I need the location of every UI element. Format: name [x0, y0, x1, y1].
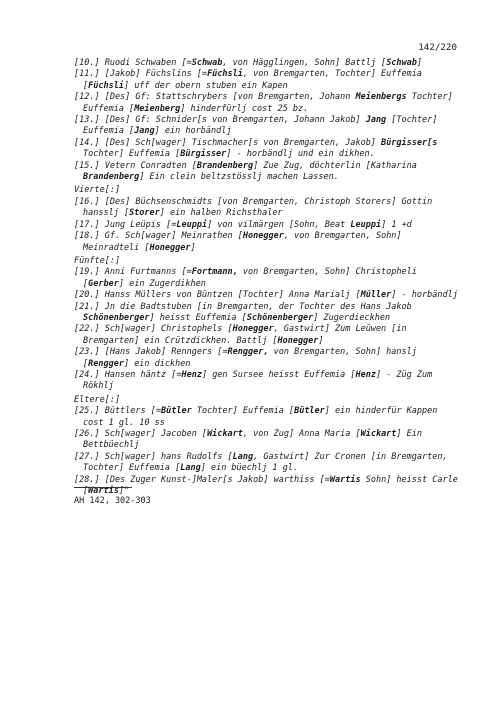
- footnote: AH 142, 302-303: [74, 496, 151, 506]
- entry: [74, 115, 459, 138]
- entry-text: ] hinderfürlj cost 25 bz.: [180, 103, 309, 114]
- document-body: [74, 58, 459, 497]
- entry-text: ] ein hinderfür Kappen cost 1 gl. 10 ss: [83, 406, 438, 428]
- entry-text: ] ein halben Richsthaler: [159, 208, 283, 219]
- entry-text: Tochter] Euffemia [: [191, 406, 295, 417]
- entry: [74, 58, 459, 69]
- surname: Schönenberger: [246, 312, 314, 323]
- surname: Honegger: [149, 242, 191, 253]
- entry: [74, 267, 459, 290]
- surname: Schönenberger: [83, 312, 150, 323]
- entry-text: [21.] Jn die Badtstuben [in Bremgarten, der Tochter des Hans Jakob: [74, 301, 412, 312]
- entry-text: [17.] Jung Leüpis [=: [74, 219, 177, 230]
- entry: [74, 347, 459, 370]
- entry-text: ] uff der obern stuben ein Kapen: [123, 80, 288, 91]
- surname: Meienberg: [134, 103, 181, 114]
- entry-text: [18.] Gf. Sch[wager] Meinrathen [: [74, 231, 243, 242]
- page-number: 142/220: [418, 42, 457, 53]
- entry: [74, 406, 459, 429]
- surname: Storer: [129, 208, 160, 219]
- entry-text: ]": [118, 486, 130, 497]
- surname: Bürgisser: [180, 149, 227, 160]
- surname: Leuppi: [176, 219, 208, 230]
- surname: Wartis: [329, 474, 361, 485]
- entry-text: ] Zugerdieckhen: [313, 312, 391, 323]
- entry: [74, 302, 459, 325]
- entry-text: [26.] Sch[wager] Jacoben [: [74, 429, 208, 439]
- surname: Gerber: [88, 278, 119, 289]
- entry: [74, 370, 459, 393]
- surname: Rengger: [88, 358, 124, 369]
- section-heading: Vierte[:]: [74, 185, 121, 196]
- entry-text: ] gen Sursee heisst Euffemia [: [201, 369, 356, 380]
- entry: [74, 197, 459, 220]
- entry-text: ] ein dickhen: [123, 358, 191, 369]
- surname: Brandenberg: [83, 172, 140, 183]
- surname: Fortmann,: [191, 267, 238, 278]
- entry-text: Sohn] heisst Carle [: [83, 474, 458, 497]
- entry: [74, 92, 459, 115]
- entry: [74, 231, 459, 254]
- entry-text: ] heisst Euffemia [: [149, 312, 247, 323]
- entry-text: ] - horbändlj: [391, 290, 458, 301]
- entry: [74, 429, 459, 452]
- entry-text: [20.] Hanss Müllers von Büntzen [Tochter] Anna Marialj [: [74, 290, 361, 301]
- surname: Jang: [134, 126, 155, 137]
- entry: [74, 69, 459, 92]
- entry-text: ]: [416, 58, 423, 68]
- surname: Leuppi: [350, 219, 382, 230]
- surname: Wickart: [207, 429, 243, 439]
- surname: Wickart: [360, 429, 397, 439]
- surname: Honegger: [277, 335, 319, 346]
- surname: Müller: [360, 290, 392, 301]
- entry-text: von Bremgarten, Sohn] Christopheli [: [83, 267, 417, 289]
- entry-text: ]: [190, 242, 196, 253]
- entry-text: Tochter] Euffemia [: [83, 92, 453, 114]
- entry-text: von Bremgarten, Sohn] hanslj [: [83, 347, 417, 369]
- entry: [74, 452, 459, 475]
- surname: Honegger: [232, 324, 274, 335]
- entry-text: [25.] Büttlers [=: [74, 406, 161, 417]
- surname: Lang: [232, 451, 254, 462]
- entry-text: [28.] [Des Zuger Kunst-]Maler[s Jakob] warthiss [=: [74, 474, 330, 485]
- entry-text: ] - Züg Zum Rökhlj: [83, 369, 433, 392]
- entry: [74, 290, 459, 301]
- entry-text: ] Zue Zug, döchterlin [Katharina: [253, 160, 417, 171]
- surname: Füchsli: [88, 80, 124, 91]
- entry-text: [12.] [Des] Gf: Stattschrybers [von Bremgarten, Johann: [74, 92, 356, 103]
- entry-text: [13.] [Des] Gf: Schnider[s von Bremgarten, Johann Jakob]: [74, 115, 366, 126]
- entry-text: ] ein horbändlj: [154, 126, 232, 137]
- entry-text: ] Ein clein beltzstösslj machen Lassen.: [139, 172, 339, 183]
- surname: Henz: [355, 369, 376, 380]
- entry-text: , Gastwirt] Zum Leüwen [in Bremgarten] ein Crützdickhen. Battlj [: [83, 324, 407, 346]
- footnote-divider: [74, 487, 132, 488]
- entry-text: [15.] Vetern Conradten [: [74, 160, 197, 171]
- surname: Lang: [180, 463, 201, 474]
- entry-text: ]: [318, 335, 324, 346]
- surname: Schwab: [386, 58, 417, 68]
- entry-text: ] ein Zugerdikhen: [118, 278, 206, 289]
- surname: Bütler: [294, 406, 325, 417]
- entry: [74, 138, 459, 161]
- entry-text: , von Zug] Anna Maria [: [242, 429, 361, 439]
- surname: Schwab: [191, 58, 223, 68]
- surname: Meienbergs: [355, 92, 407, 103]
- entry-text: [11.] [Jakob] Füchslins [=: [74, 69, 208, 80]
- surname: Füchsli: [207, 69, 243, 80]
- surname: Brandenberg: [196, 160, 254, 171]
- entry-text: [23.] [Hans Jakob] Renngers [=: [74, 347, 228, 358]
- entry: [74, 161, 459, 184]
- entry-text: [19.] Anni Furtmanns [=: [74, 267, 192, 278]
- surname: Wartis: [88, 486, 119, 497]
- entry-text: Tochter] Euffemia [: [83, 149, 181, 160]
- entry: [74, 324, 459, 347]
- entry-text: ] von vilmärgen [Sohn, Beat: [207, 219, 351, 230]
- section-heading: Eltere[:]: [74, 394, 121, 405]
- surname: Honegger: [242, 231, 284, 242]
- surname: Bütler: [161, 406, 192, 417]
- entry-text: ] Ein Bettbüechlj: [83, 429, 423, 451]
- surname: Jang: [365, 115, 387, 126]
- entry-text: ] - horbändlj und ein dikhen.: [226, 149, 375, 160]
- surname: Bürgisser[s: [381, 137, 438, 148]
- entry-text: [16.] [Des] Büchsenschmidts [von Bremgarten, Christoph Storers] Gottin hansslj [: [74, 196, 433, 219]
- entry-text: , von Bremgarten, Tochter] Euffemia [: [83, 69, 423, 91]
- section-heading: Fünfte[:]: [74, 255, 121, 266]
- entry-text: , von Bremgarten, Sohn] Meinradteli [: [83, 231, 402, 253]
- entry-text: [27.] Sch[wager] hans Rudolfs [: [74, 451, 233, 462]
- entry-text: [24.] Hansen häntz [=: [74, 369, 182, 380]
- entry-text: [14.] [Des] Sch[wager] Tischmacher[s von Bremgarten, Jakob]: [74, 137, 382, 148]
- entry-text: ] 1 +d: [381, 219, 412, 230]
- entry-text: [22.] Sch[wager] Christophels [: [74, 324, 233, 335]
- entry-text: [10.] Ruodi Schwaben [=: [74, 58, 192, 68]
- entry-text: ] ein büechlj 1 gl.: [200, 463, 298, 474]
- surname: Henz: [181, 369, 202, 380]
- entry-text: , von Hägglingen, Sohn] Battlj [: [222, 58, 387, 68]
- entry: [74, 220, 459, 231]
- entry-text: , Gastwirt] Zur Cronen [in Bremgarten, Tochter] Euffemia [: [83, 451, 448, 474]
- surname: Rengger,: [227, 347, 269, 358]
- entry-text: [Tochter] Euffemia [: [83, 115, 438, 137]
